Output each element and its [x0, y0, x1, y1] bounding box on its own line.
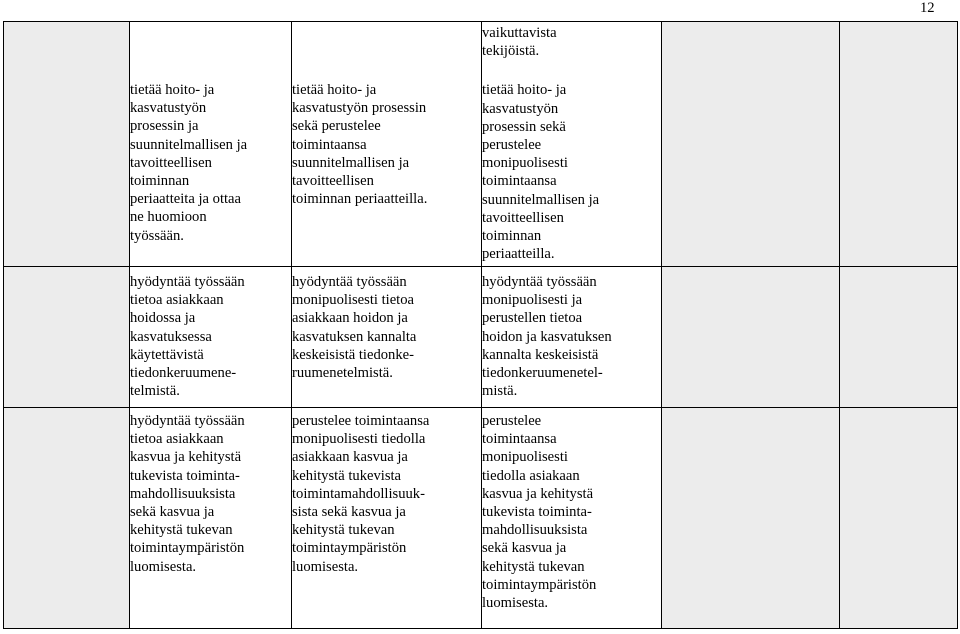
criteria-cell-level-1 — [130, 267, 292, 408]
criteria-text: hyödyntää työssään tietoa asiakkaan kasvua ja kehitystä tukevista toiminta- mahdollisuuksista sekä kasvua ja kehitystä tukevan toimintaympäristön luomisesta. — [130, 413, 245, 575]
table-row — [4, 267, 958, 408]
label-cell — [4, 408, 130, 629]
criteria-cell-level-1 — [130, 22, 292, 267]
criteria-cell-level-3 — [482, 267, 662, 408]
criteria-text: hyödyntää työssään monipuolisesti tietoa asiakkaan hoidon ja kasvatuksen kannalta keskeisistä tiedonke- ruumenetelmistä. — [292, 274, 417, 382]
criteria-text: tietää hoito- ja kasvatustyön prosessin ja suunnitelmallisen ja tavoitteellisen toiminnan periaatteita ja ottaa ne huomioon työssään. — [130, 82, 248, 244]
empty-shaded-cell — [840, 408, 958, 629]
empty-shaded-cell — [840, 22, 958, 267]
criteria-text: hyödyntää työssään tietoa asiakkaan hoidossa ja kasvatuksessa käytettävistä tiedonkeruumene- telmistä. — [130, 274, 245, 400]
continued-text: vaikuttavista tekijöistä. — [482, 25, 557, 60]
empty-shaded-cell — [840, 267, 958, 408]
label-cell — [4, 267, 130, 408]
empty-shaded-cell — [662, 22, 840, 267]
criteria-cell-level-2 — [292, 267, 482, 408]
page-number: 12 — [920, 0, 935, 16]
criteria-cell-level-2 — [292, 408, 482, 629]
assessment-criteria-table — [3, 21, 958, 629]
criteria-text: perustelee toimintaansa monipuolisesti tiedolla asiakkaan kasvua ja kehitystä tukevista toimintamahdollisuuk- sista sekä kasvua ja kehitystä tukevan toimintaympäristön luomisesta. — [292, 413, 430, 575]
table-row — [4, 22, 958, 267]
criteria-text: tietää hoito- ja kasvatustyön prosessin sekä perustelee monipuolisesti toimintaansa suunnitelmallisen ja tavoitteellisen toiminnan periaatteilla. — [482, 82, 600, 263]
table-row — [4, 408, 958, 629]
criteria-cell-level-3 — [482, 408, 662, 629]
empty-shaded-cell — [662, 267, 840, 408]
criteria-cell-level-3 — [482, 22, 662, 267]
criteria-text: perustelee toimintaansa monipuolisesti tiedolla asiakaan kasvua ja kehitystä tukevista toiminta- mahdollisuuksista sekä kasvua ja kehitystä tukevan toimintaympäristön luomisesta. — [482, 413, 597, 612]
empty-shaded-cell — [662, 408, 840, 629]
criteria-text: hyödyntää työssään monipuolisesti ja perustellen tietoa hoidon ja kasvatuksen kannalta keskeisistä tiedonkeruumenetel- mistä. — [482, 274, 612, 400]
criteria-cell-level-1 — [130, 408, 292, 629]
criteria-text: tietää hoito- ja kasvatustyön prosessin sekä perustelee toimintaansa suunnitelmallisen ja tavoitteellisen toiminnan periaatteilla. — [292, 82, 428, 208]
criteria-cell-level-2 — [292, 22, 482, 267]
label-cell — [4, 22, 130, 267]
